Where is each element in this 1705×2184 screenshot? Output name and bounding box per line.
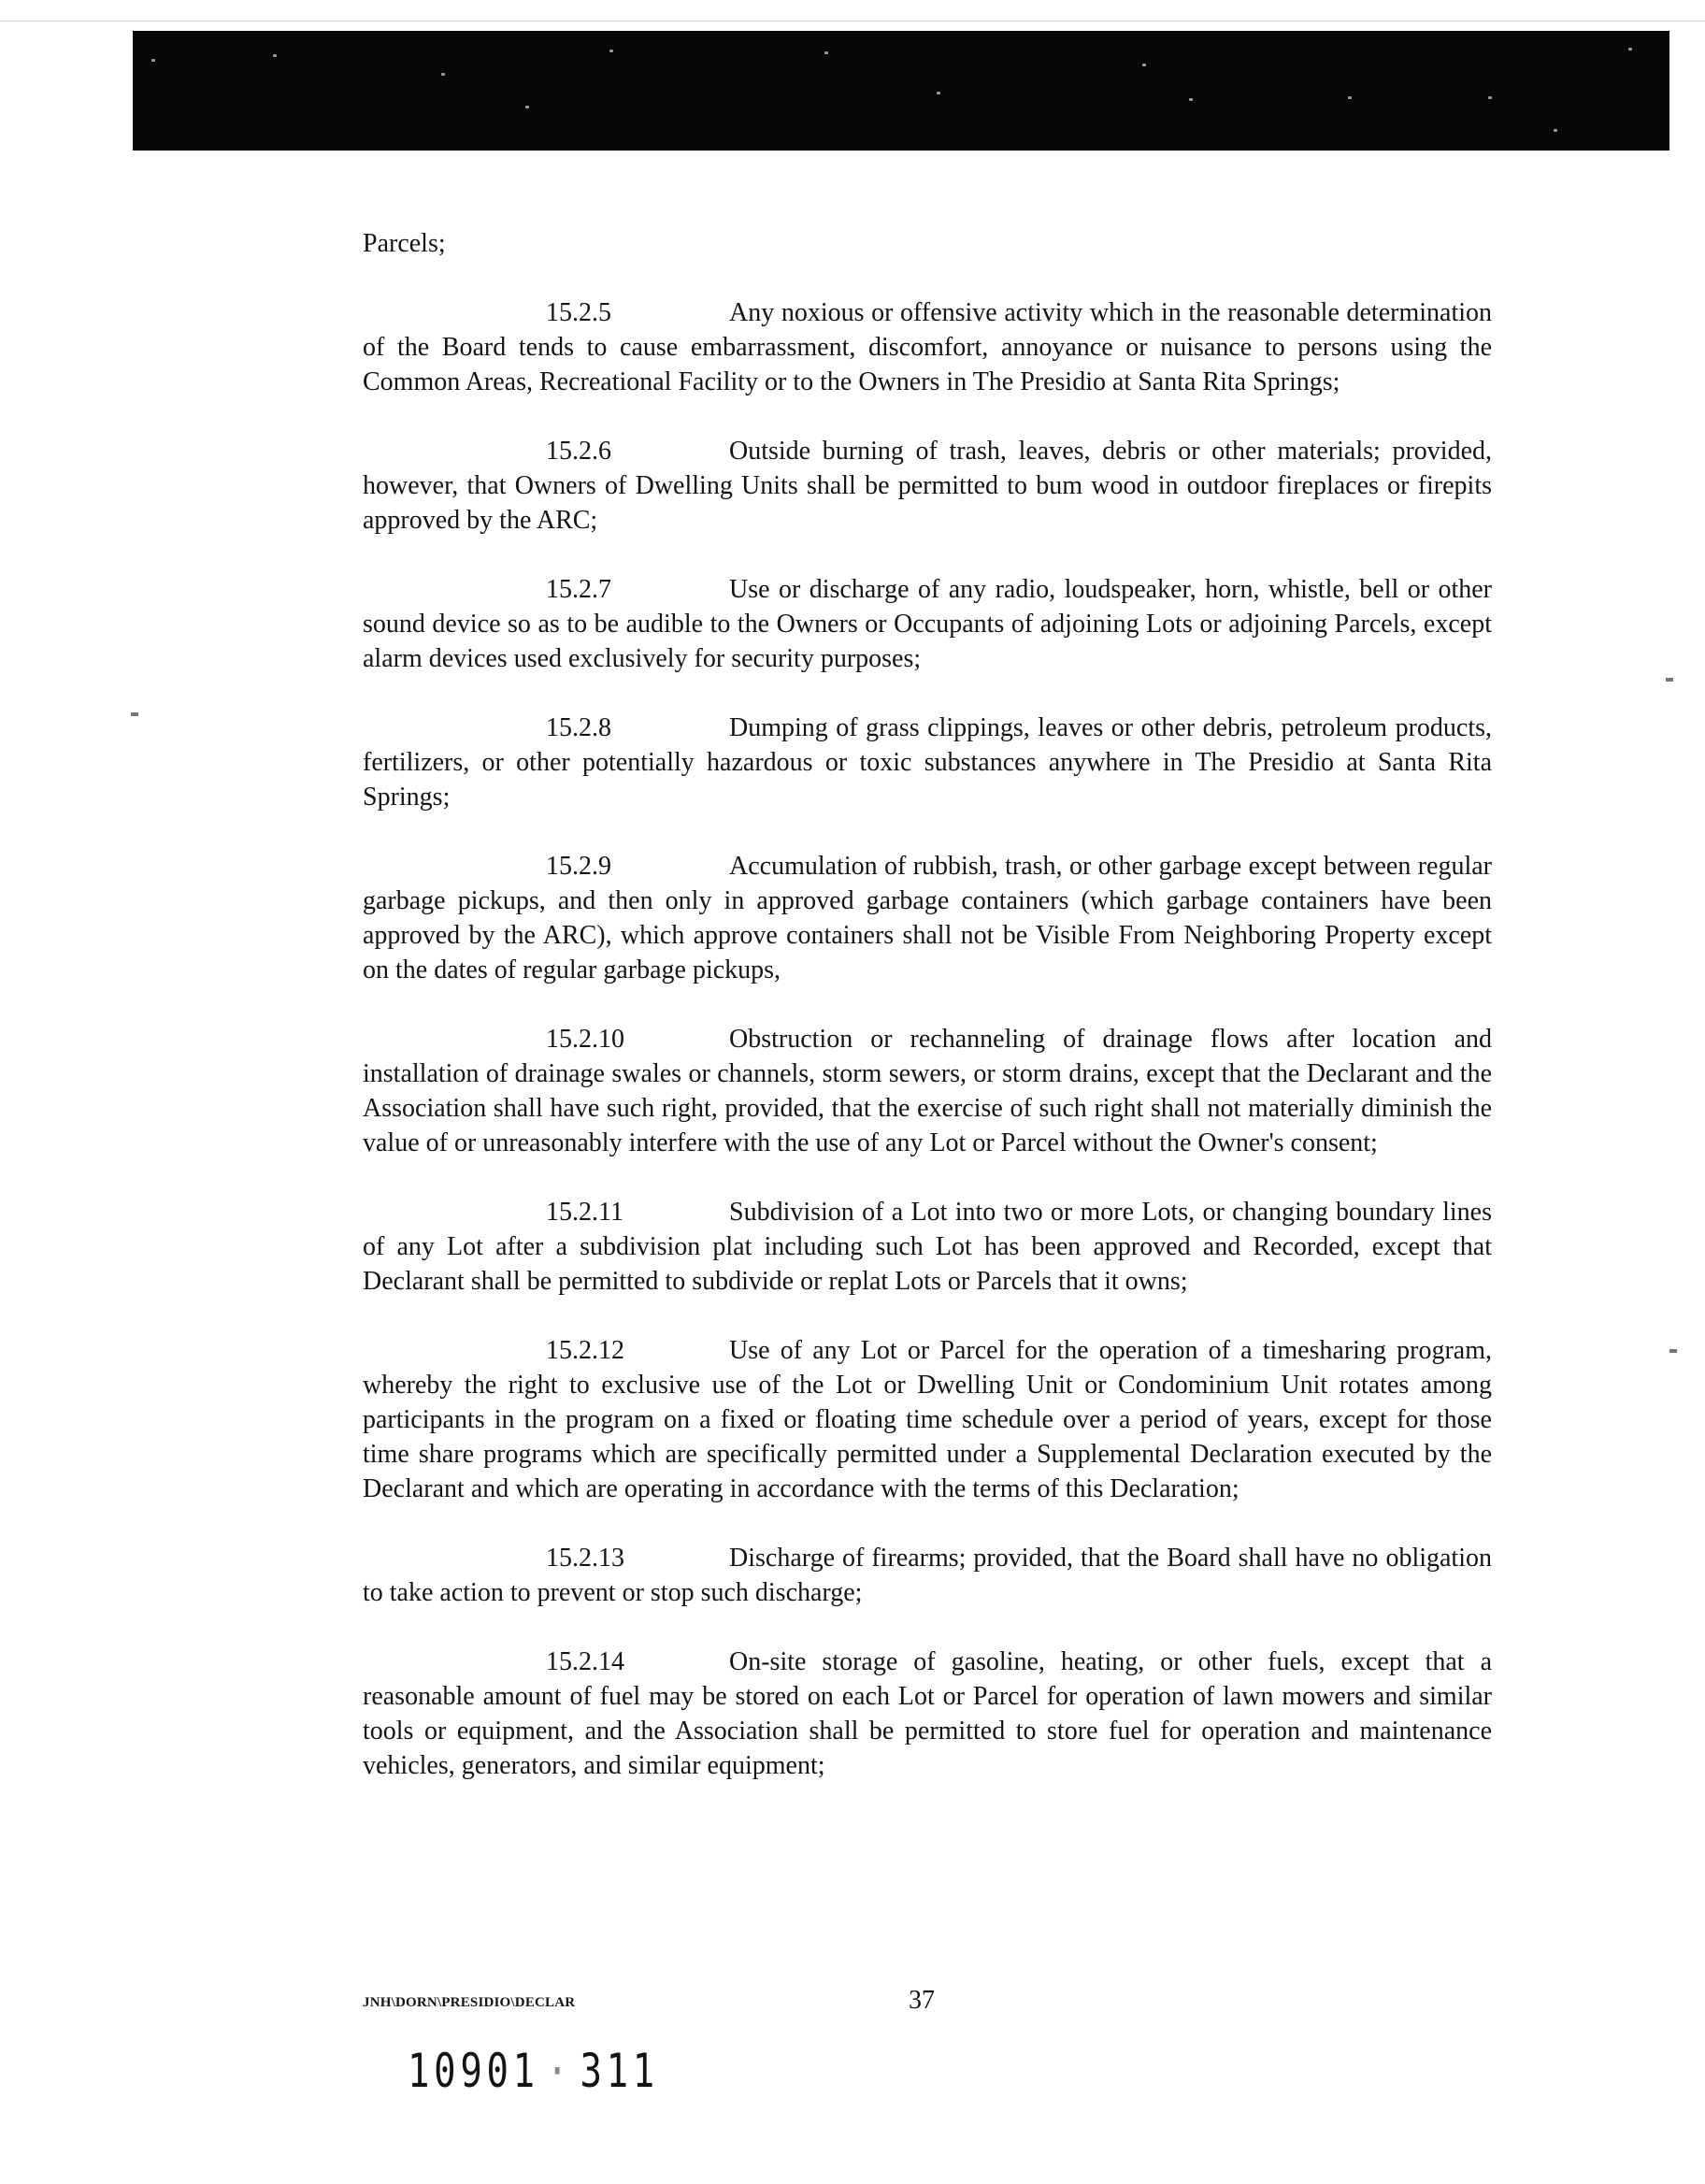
stamp-page-number: 311 [580,2044,659,2098]
scanner-black-band [133,31,1669,151]
section-text: Outside burning of trash, leaves, debris or other materials; provided, however, that Owners of Dwelling Units shall be permitted to bum wood in outdoor fireplaces or firepits approved by the ARC; [363,437,1492,535]
scan-speck [441,73,445,76]
scan-speck [937,92,940,94]
section-text: On-site storage of gasoline, heating, or other fuels, except that a reasonable amount of fuel may be stored on each Lot or Parcel for operation of lawn mowers and similar tools or equipment, and the Association shall be permitted to store fuel for operation and maintenance vehicles, generators, and similar equipment; [363,1647,1492,1780]
scan-margin-mark [1669,1349,1677,1353]
scan-speck [1554,129,1557,132]
section-15-2-14 [363,1645,1492,1783]
scan-speck [1142,64,1146,66]
scan-speck [1488,96,1492,99]
scan-speck [1348,96,1352,99]
scan-speck [151,59,155,62]
scan-speck [609,50,613,52]
section-text: Dumping of grass clippings, leaves or other debris, petroleum products, fertilizers, or other potentially hazardous or toxic substances anywhere in The Presidio at Santa Rita Springs; [363,713,1492,812]
section-text: Subdivision of a Lot into two or more Lots, or changing boundary lines of any Lot after a subdivision plat including such Lot has been approved and Recorded, except that Declarant shall be permitted to subdivide or replat Lots or Parcels that it owns; [363,1198,1492,1296]
section-text: Discharge of firearms; provided, that the Board shall have no obligation to take action to prevent or stop such discharge; [363,1544,1492,1607]
section-15-2-5 [363,295,1492,399]
section-15-2-9 [363,849,1492,987]
scan-margin-mark [131,712,138,716]
scan-speck [1189,98,1193,101]
section-15-2-11 [363,1195,1492,1299]
section-number: 15.2.14 [546,1647,624,1676]
section-15-2-6 [363,434,1492,538]
section-number: 15.2.11 [546,1198,623,1227]
scan-speck [273,54,277,57]
scan-margin-mark [1666,678,1673,682]
section-15-2-10 [363,1022,1492,1160]
section-15-2-12 [363,1333,1492,1506]
section-number: 15.2.6 [546,437,611,466]
recorder-stamp [408,2044,659,2098]
document-body [363,226,1492,1818]
scan-edge-line [0,21,1705,22]
section-number: 15.2.7 [546,575,611,604]
section-number: 15.2.8 [546,713,611,742]
section-number: 15.2.12 [546,1336,624,1365]
section-number: 15.2.13 [546,1544,624,1573]
scan-speck [824,51,828,54]
page-number: 37 [909,1986,935,2015]
section-15-2-8 [363,711,1492,814]
section-number: 15.2.9 [546,852,611,881]
continuation-text: Parcels; [363,229,446,258]
stamp-separator: · [546,2044,573,2098]
section-15-2-13 [363,1541,1492,1610]
section-number: 15.2.5 [546,298,611,327]
section-text: Obstruction or rechanneling of drainage flows after location and installation of drainage swales or channels, storm sewers, or storm drains, except that the Declarant and the Association shall have such right, provided, that the exercise of such right shall not materially diminish the value of or unreasonably interfere with the use of any Lot or Parcel without the Owner's consent; [363,1025,1492,1157]
section-number: 15.2.10 [546,1025,624,1054]
section-text: Any noxious or offensive activity which in the reasonable determination of the Board tends to cause embarrassment, discomfort, annoyance or nuisance to persons using the Common Areas, Recreational Facility or to the Owners in The Presidio at Santa Rita Springs; [363,298,1492,396]
file-reference: JNH\DORN\PRESIDIO\DECLAR [363,1995,576,2010]
scan-speck [1628,48,1632,50]
section-text: Use of any Lot or Parcel for the operation of a timesharing program, whereby the right to exclusive use of the Lot or Dwelling Unit or Condominium Unit rotates among participants in the program on a fixed or floating time schedule over a period of years, except for those time share programs which are specifically permitted under a Supplemental Declaration executed by the Declarant and which are operating in accordance with the terms of this Declaration; [363,1336,1492,1503]
stamp-book-number: 10901 [408,2044,539,2098]
section-text: Accumulation of rubbish, trash, or other garbage except between regular garbage pickups, and then only in approved garbage containers (which garbage containers have been approved by the ARC), which approve containers shall not be Visible From Neighboring Property except on the dates of regular garbage pickups, [363,852,1492,984]
section-text: Use or discharge of any radio, loudspeaker, horn, whistle, bell or other sound device so as to be audible to the Owners or Occupants of adjoining Lots or adjoining Parcels, except alarm devices used exclusively for security purposes; [363,575,1492,673]
section-15-2-7 [363,572,1492,676]
scan-speck [525,106,529,108]
